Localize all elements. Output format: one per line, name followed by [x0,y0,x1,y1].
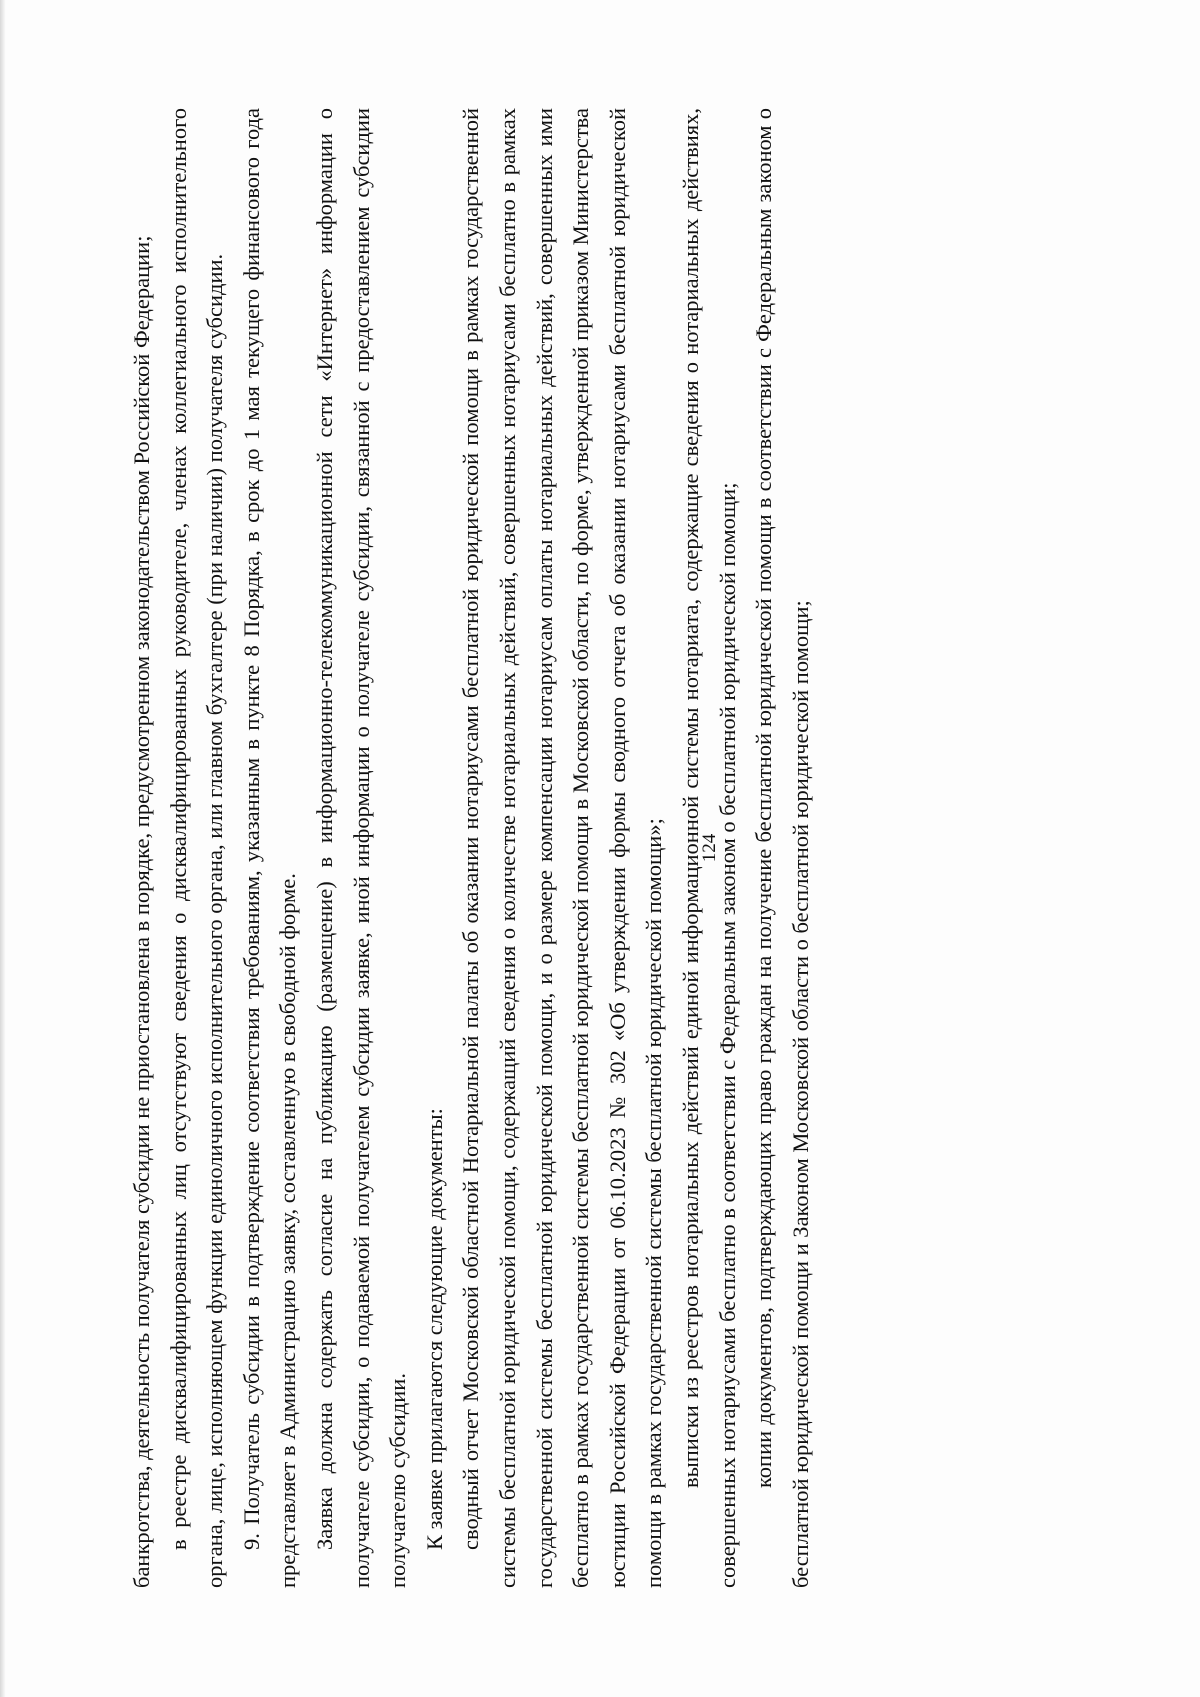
paragraph-disqualified-registry: в реестре дисквалифицированных лиц отсутствуют сведения о дисквалифицированных руководителе, членах коллегиального исполнительного органа, лице, исполняющем функции единоличного исполнительного органа, или главном бухгалтере (при наличии) получателя субсидии. [165,108,228,1588]
paragraph-application-consent: Заявка должна содержать согласие на публикацию (размещение) в информационно-телекоммуникационной сети «Интернет» информации о получателе субсидии, о подаваемой получателем субсидии заявке, иной информации о получателе субсидии, связанной с предоставлением субсидии получателю субсидии. [311,108,411,1588]
paragraph-summary-report: сводный отчет Московской областной Нотариальной палаты об оказании нотариусами бесплатной юридической помощи в рамках государственной системы бесплатной юридической помощи, содержащий сведения о количестве нотариальных действий, совершенных нотариусами бесплатно в рамках государственной системы бесплатной юридической помощи, и о размере компенсации нотариусам оплаты нотариальных действий, совершенных ими бесплатно в рамках государственной системы бесплатной юридической помощи в Московской области, по форме, утвержденной приказом Министерства юстиции Российской Федерации от 06.10.2023 № 302 «Об утверждении формы сводного отчета об оказании нотариусами бесплатной юридической помощи в рамках государственной системы бесплатной юридической помощи»; [458,108,667,1588]
paragraph-clause-9: 9. Получатель субсидии в подтверждение соответствия требованиям, указанным в пункте 8 Порядка, в срок до 1 мая текущего финансового года представляет в Администрацию заявку, составленную в свободной форме. [238,108,301,1588]
scan-edge-shadow [0,0,6,1697]
paragraph-bankruptcy: банкротства, деятельность получателя субсидии не приостановлена в порядке, предусмотренном законодательством Российской Федерации; [129,235,154,1588]
paragraph-registry-extracts: выписки из реестров нотариальных действий единой информационной системы нотариата, содержащие сведения о нотариальных действиях, совершенных нотариусами бесплатно в соответствии с Федеральным законом о бесплатной юридической помощи; [677,108,740,1588]
paragraph-document-copies: копии документов, подтверждающих право граждан на получение бесплатной юридической помощи в соответствии с Федеральным законом о бесплатной юридической помощи и Законом Московской области о бесплатной юридической помощи; [751,108,813,1588]
paragraph-attached-documents: К заявке прилагаются следующие документы: [421,1108,447,1550]
page-number: 124 [699,833,720,863]
document-body [124,108,819,1588]
